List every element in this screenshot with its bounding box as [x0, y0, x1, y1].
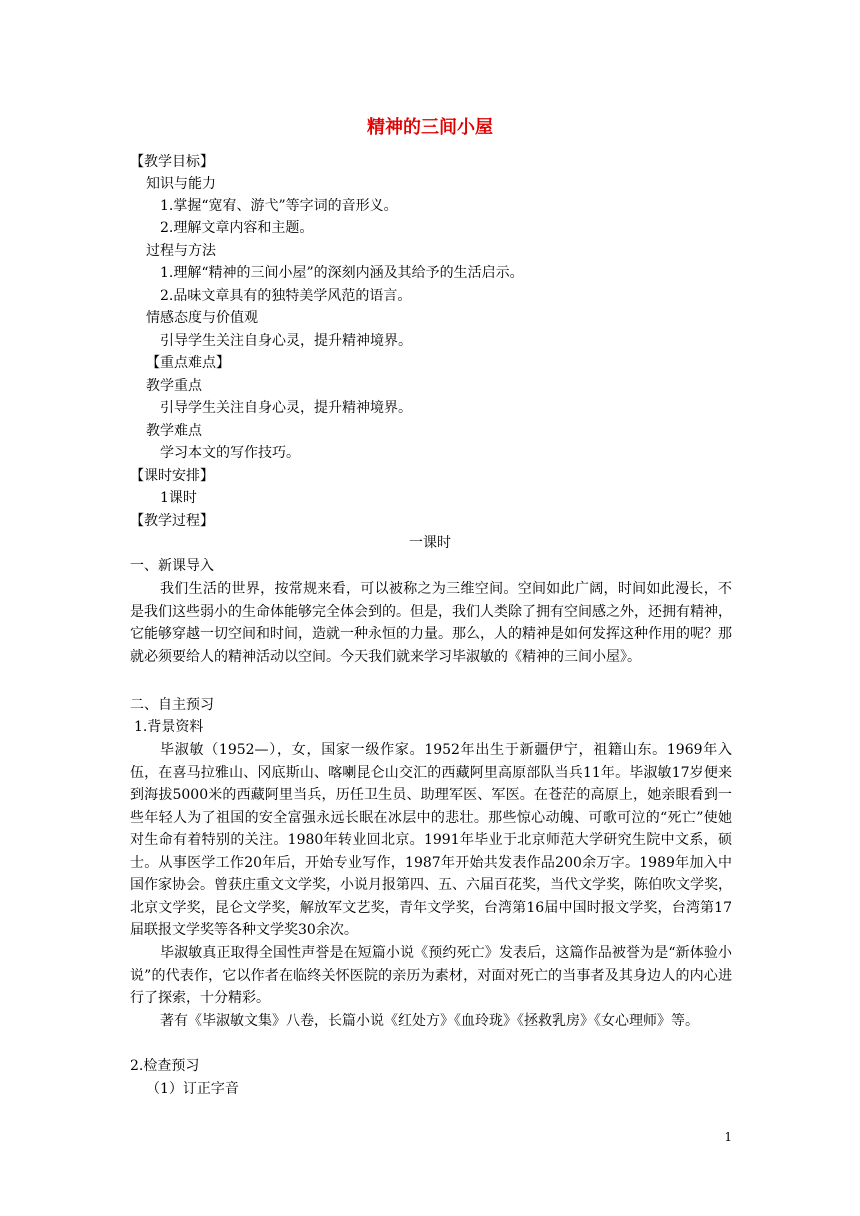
focus-item: 引导学生关注自身心灵，提升精神境界。: [160, 400, 412, 416]
goal-item: 引导学生关注自身心灵，提升精神境界。: [160, 333, 412, 349]
goal-item: 1.掌握“宽宥、游弋”等字词的音形义。: [160, 198, 398, 214]
heading-teaching-goals: 【教学目标】: [130, 154, 214, 170]
fame-paragraph: 毕淑敏真正取得全国性声誉是在短篇小说《预约死亡》发表后，这篇作品被誉为是“新体验小说”的代表作，它以作者在临终关怀医院的亲历为素材，对面对死亡的当事者及其身边人的内心进行了探索，十分精彩。: [130, 945, 732, 1006]
subheading-process: 过程与方法: [146, 243, 216, 259]
heading-key-points: 【重点难点】: [146, 355, 230, 371]
heading-schedule: 【课时安排】: [130, 468, 214, 484]
subheading-focus: 教学重点: [146, 378, 202, 394]
section-intro-heading: 一、新课导入: [130, 558, 214, 574]
page-number: 1: [724, 1130, 732, 1144]
schedule-item: 1课时: [160, 490, 197, 506]
pronunciation-heading: （1）订正字音: [146, 1081, 239, 1097]
difficulty-item: 学习本文的写作技巧。: [160, 445, 300, 461]
goal-item: 1.理解“精神的三间小屋”的深刻内涵及其给予的生活启示。: [160, 265, 524, 281]
document-title: 精神的三间小屋: [367, 117, 493, 138]
intro-paragraph: 我们生活的世界，按常规来看，可以被称之为三维空间。空间如此广阔，时间如此漫长，不是我们这些弱小的生命体能够完全体会到的。但是，我们人类除了拥有空间感之外，还拥有精神，它能够穿越一切空间和时间，造就一种永恒的力量。那么，人的精神是如何发挥这种作用的呢？那就必须要给人的精神活动以空间。今天我们就来学习毕淑敏的《精神的三间小屋》。: [130, 581, 732, 665]
works-paragraph: 著有《毕淑敏文集》八卷，长篇小说《红处方》《血玲珑》《拯救乳房》《女心理师》等。: [160, 1013, 699, 1029]
goal-item: 2.理解文章内容和主题。: [160, 220, 314, 236]
section-preview-heading: 二、自主预习: [130, 697, 214, 713]
background-heading: 1.背景资料: [134, 719, 204, 735]
check-preview-heading: 2.检查预习: [130, 1058, 200, 1074]
period-label: 一课时: [409, 535, 451, 551]
bio-paragraph: 毕淑敏（1952—），女，国家一级作家。1952年出生于新疆伊宁，祖籍山东。1969年入伍，在喜马拉雅山、冈底斯山、喀喇昆仑山交汇的西藏阿里高原部队当兵11年。毕淑敏17岁便来到海拔5000米的西藏阿里当兵，历任卫生员、助理军医、军医。在苍茫的高原上，她亲眼看到一些年轻人为了祖国的安全富强永远长眠在冰层中的悲壮。那些惊心动魄、可歌可泣的“死亡”使她对生命有着特别的关注。1980年转业回北京。1991年毕业于北京师范大学研究生院中文系，硕士。从事医学工作20年后，开始专业写作，1987年开始共发表作品200余万字。1989年加入中国作家协会。曾获庄重文文学奖，小说月报第四、五、六届百花奖，当代文学奖，陈伯吹文学奖，北京文学奖，昆仑文学奖，解放军文艺奖，青年文学奖，台湾第16届中国时报文学奖，台湾第17届联报文学奖等各种文学奖30余次。: [130, 742, 732, 938]
heading-procedure: 【教学过程】: [130, 513, 214, 529]
subheading-emotion: 情感态度与价值观: [146, 310, 258, 326]
goal-item: 2.品味文章具有的独特美学风范的语言。: [160, 288, 412, 304]
subheading-difficulty: 教学难点: [146, 423, 202, 439]
subheading-knowledge: 知识与能力: [146, 176, 216, 192]
